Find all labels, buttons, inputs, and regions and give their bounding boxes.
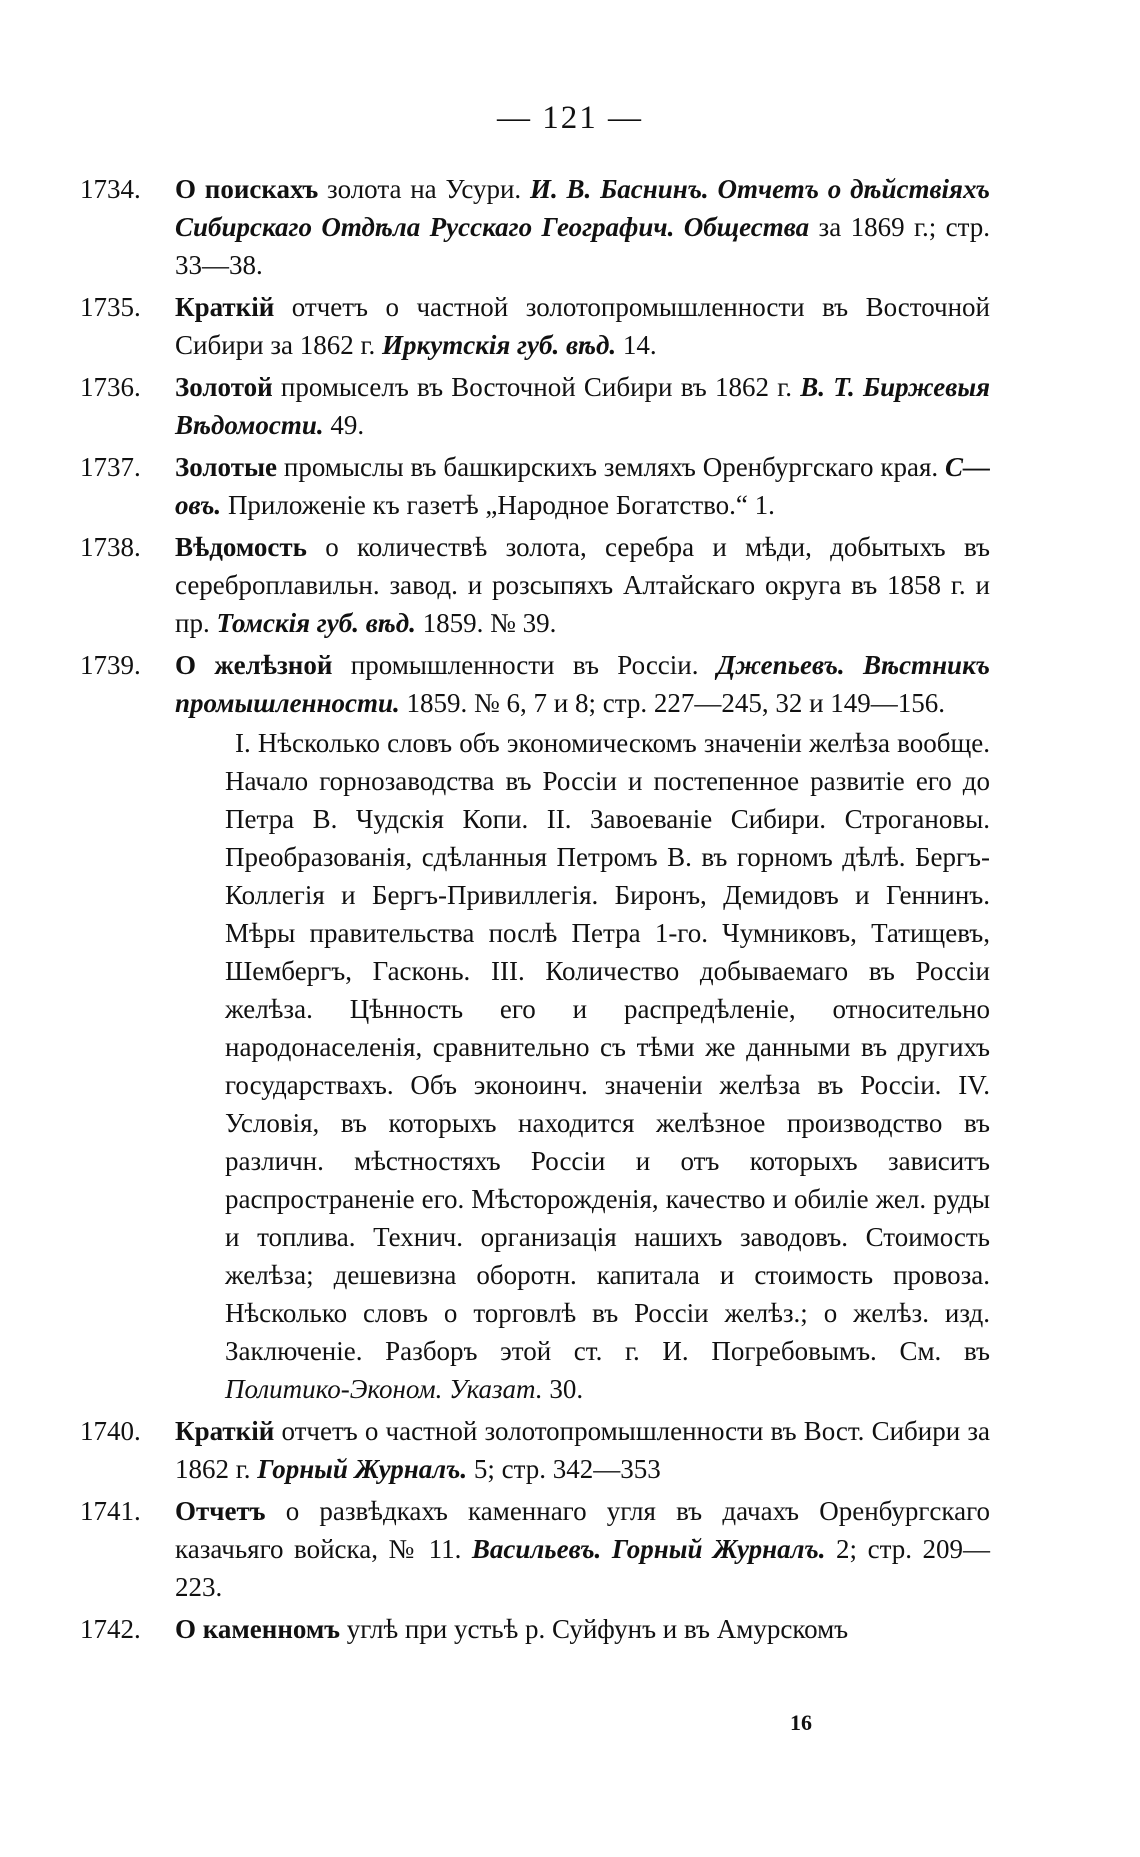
entry-title: Краткій <box>175 292 275 322</box>
entry-title: Золотой <box>175 372 273 402</box>
entry-1737 <box>80 448 990 524</box>
annotation-reference-tail: 30. <box>542 1374 584 1404</box>
entry-tail: 1859. № 39. <box>415 608 557 638</box>
entry-tail: 5; стр. 342—353 <box>467 1454 661 1484</box>
bibliography-entries <box>80 170 990 1652</box>
entry-tail: Приложеніе къ газетѣ „Народное Богатство.“ 1. <box>221 490 775 520</box>
entry-text: золота на Усури. <box>318 174 530 204</box>
entry-number: 1742. <box>80 1614 141 1644</box>
entry-number: 1734. <box>80 174 141 204</box>
entry-tail: 1859. № 6, 7 и 8; стр. 227—245, 32 и 149—156. <box>399 688 946 718</box>
entry-text: углѣ при устьѣ р. Суйфунъ и въ Амурскомъ <box>340 1614 849 1644</box>
entry-source: С—овъ. <box>175 452 990 520</box>
entry-number: 1736. <box>80 372 141 402</box>
entry-title: Краткій <box>175 1416 275 1446</box>
entry-tail: 49. <box>323 410 365 440</box>
entry-source: Горный Журналъ. <box>257 1454 468 1484</box>
page-number: — 121 — <box>497 100 643 136</box>
entry-title: О поискахъ <box>175 174 319 204</box>
entry-number: 1738. <box>80 532 141 562</box>
entry-source: Томскія губ. вѣд. <box>216 608 416 638</box>
entry-number: 1737. <box>80 452 141 482</box>
entry-text: отчетъ о частной золотопромышленности въ Вост. Сибири за 1862 г. <box>175 1416 990 1484</box>
entry-1736 <box>80 368 990 444</box>
entry-1734 <box>80 170 990 284</box>
printer-signature-mark: 16 <box>790 1710 812 1735</box>
entry-1739 <box>80 646 990 1408</box>
entry-number: 1739. <box>80 650 141 680</box>
entry-text: промыслы въ башкирскихъ земляхъ Оренбургскаго края. <box>277 452 945 482</box>
entry-number: 1740. <box>80 1416 141 1446</box>
entry-annotation <box>175 724 990 1408</box>
entry-text: промышленности въ Россіи. <box>332 650 717 680</box>
entry-number: 1735. <box>80 292 141 322</box>
entry-text: о количествѣ золота, серебра и мѣди, добытыхъ въ сереброплавильн. завод. и розсыпяхъ Алтайскаго округа въ 1858 г. и пр. <box>175 532 990 638</box>
entry-source: И. В. Баснинъ. Отчетъ о дѣйствіяхъ Сибирскаго Отдѣла Русскаго Географич. Общества <box>175 174 991 242</box>
entry-title: О желѣзной <box>175 650 333 680</box>
entry-title: Золотые <box>175 452 278 482</box>
entry-source: Васильевъ. Горный Журналъ. <box>471 1534 826 1564</box>
entry-title: Вѣдомость <box>175 532 307 562</box>
entry-1742 <box>80 1610 990 1648</box>
entry-1740 <box>80 1412 990 1488</box>
entry-title: О каменномъ <box>175 1614 341 1644</box>
annotation-body: I. Нѣсколько словъ объ экономическомъ значеніи желѣза вообще. Начало горнозаводства въ Россіи и постепенное развитіе его до Петра В. Чудскія Копи. II. Завоеваніе Сибири. Строгановы. Преобразованія, сдѣланныя Петромъ В. въ горномъ дѣлѣ. Бергъ-Коллегія и Бергъ-Привиллегія. Бирoнъ, Демидовъ и Геннинъ. Мѣры правительства послѣ Петра 1-го. Чумниковъ, Татищевъ, Шембергъ, Гасконь. III. Количество добываемаго въ Россіи желѣза. Цѣнность его и распредѣленіе, относительно народонаселенія, сравнительно съ тѣми же данными въ другихъ государствахъ. Объ эконоинч. значеніи желѣза въ Россіи. IV. Условія, въ которыхъ находится желѣзное производство въ различн. мѣстностяхъ Россіи и отъ которыхъ зависитъ распространеніе его. Мѣсторожденія, качество и обиліе жел. руды и топлива. Технич. организація нашихъ заводовъ. Стоимость желѣза; дешевизна оборотн. капитала и стоимость провоза. Нѣсколько словъ о торговлѣ въ Россіи желѣз.; о желѣз. изд. Заключеніе. Разборъ этой ст. г. И. Погребовымъ. См. въ <box>225 728 990 1366</box>
entry-1735 <box>80 288 990 364</box>
entry-text: промыселъ въ Восточной Сибири въ 1862 г. <box>272 372 801 402</box>
entry-text: о развѣдкахъ каменнаго угля въ дачахъ Оренбургскаго казачьяго войска, № 11. <box>175 1496 990 1564</box>
entry-text: отчетъ о частной золотопромышленности въ Восточной Сибири за 1862 г. <box>175 292 990 360</box>
entry-1738 <box>80 528 990 642</box>
annotation-reference: Политико-Эконом. Указат. <box>225 1374 543 1404</box>
entry-tail: за 1869 г.; стр. 33—38. <box>175 212 991 280</box>
entry-title: Отчетъ <box>175 1496 266 1526</box>
entry-tail: 14. <box>616 330 657 360</box>
entry-source: Джепьевъ. Вѣстникъ промышленности. <box>175 650 990 718</box>
entry-source: В. Т. Биржевыя Вѣдомости. <box>175 372 990 440</box>
entry-1741 <box>80 1492 990 1606</box>
entry-source: Иркутскія губ. вѣд. <box>382 330 617 360</box>
entry-tail: 2; стр. 209—223. <box>175 1534 990 1602</box>
entry-number: 1741. <box>80 1496 141 1526</box>
